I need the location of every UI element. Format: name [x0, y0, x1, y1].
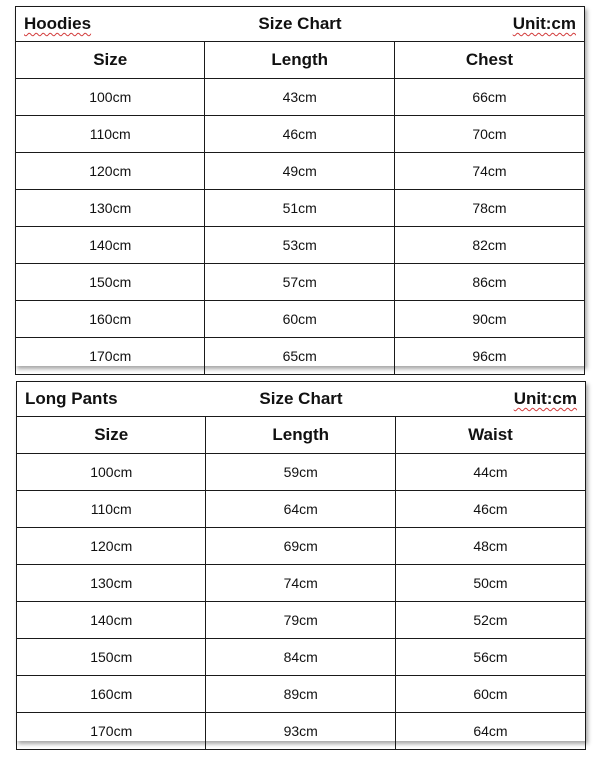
- size-cell: 160cm: [17, 676, 206, 713]
- hoodies-category-label: Hoodies: [24, 14, 92, 33]
- hoodies-table: [15, 6, 585, 375]
- table-row: [17, 602, 586, 639]
- waist-cell: 46cm: [395, 491, 585, 528]
- table-row: [17, 565, 586, 602]
- table-row: [17, 491, 586, 528]
- length-cell: 57cm: [205, 264, 394, 301]
- length-cell: 49cm: [205, 153, 394, 190]
- size-cell: 120cm: [17, 528, 206, 565]
- table-row: [17, 713, 586, 750]
- long-pants-table: [16, 381, 586, 750]
- length-cell: 43cm: [205, 79, 394, 116]
- chest-cell: 86cm: [394, 264, 584, 301]
- waist-cell: 48cm: [395, 528, 585, 565]
- size-cell: 170cm: [16, 338, 205, 375]
- table-row: [16, 116, 585, 153]
- chest-cell: 78cm: [394, 190, 584, 227]
- column-header-waist: Waist: [395, 417, 585, 454]
- column-header-length: Length: [205, 42, 394, 79]
- length-cell: 65cm: [205, 338, 394, 375]
- waist-cell: 50cm: [395, 565, 585, 602]
- size-cell: 170cm: [17, 713, 206, 750]
- waist-cell: 64cm: [395, 713, 585, 750]
- table-row: [17, 454, 586, 491]
- hoodies-title-row: [16, 7, 585, 42]
- table-row: [16, 79, 585, 116]
- length-cell: 74cm: [206, 565, 395, 602]
- column-header-length: Length: [206, 417, 395, 454]
- length-cell: 59cm: [206, 454, 395, 491]
- pants-category-label: Long Pants: [25, 389, 118, 408]
- column-header-size: Size: [16, 42, 205, 79]
- size-cell: 140cm: [17, 602, 206, 639]
- size-cell: 100cm: [17, 454, 206, 491]
- pants-header-row: [17, 417, 586, 454]
- length-cell: 51cm: [205, 190, 394, 227]
- waist-cell: 56cm: [395, 639, 585, 676]
- table-row: [17, 528, 586, 565]
- length-cell: 69cm: [206, 528, 395, 565]
- length-cell: 60cm: [205, 301, 394, 338]
- size-cell: 110cm: [16, 116, 205, 153]
- table-row: [17, 639, 586, 676]
- length-cell: 93cm: [206, 713, 395, 750]
- long-pants-size-chart: [16, 381, 586, 741]
- size-cell: 110cm: [17, 491, 206, 528]
- size-cell: 120cm: [16, 153, 205, 190]
- hoodies-size-chart-heading: Size Chart: [258, 14, 342, 33]
- hoodies-unit-label: Unit:cm: [512, 14, 576, 33]
- length-cell: 53cm: [205, 227, 394, 264]
- hoodies-title-cell: [16, 7, 585, 42]
- table-row: [16, 338, 585, 375]
- size-cell: 140cm: [16, 227, 205, 264]
- size-cell: 150cm: [16, 264, 205, 301]
- waist-cell: 44cm: [395, 454, 585, 491]
- hoodies-size-chart: [15, 6, 585, 366]
- size-cell: 130cm: [17, 565, 206, 602]
- table-row: [17, 676, 586, 713]
- size-cell: 130cm: [16, 190, 205, 227]
- size-cell: 100cm: [16, 79, 205, 116]
- length-cell: 79cm: [206, 602, 395, 639]
- chest-cell: 90cm: [394, 301, 584, 338]
- chest-cell: 96cm: [394, 338, 584, 375]
- table-row: [16, 301, 585, 338]
- size-cell: 150cm: [17, 639, 206, 676]
- chest-cell: 70cm: [394, 116, 584, 153]
- pants-unit-label: Unit:cm: [513, 389, 577, 408]
- column-header-size: Size: [17, 417, 206, 454]
- table-row: [16, 190, 585, 227]
- length-cell: 89cm: [206, 676, 395, 713]
- pants-title-row: [17, 382, 586, 417]
- waist-cell: 52cm: [395, 602, 585, 639]
- table-row: [16, 264, 585, 301]
- table-row: [16, 153, 585, 190]
- column-header-chest: Chest: [394, 42, 584, 79]
- chest-cell: 74cm: [394, 153, 584, 190]
- size-cell: 160cm: [16, 301, 205, 338]
- hoodies-header-row: [16, 42, 585, 79]
- waist-cell: 60cm: [395, 676, 585, 713]
- length-cell: 64cm: [206, 491, 395, 528]
- chest-cell: 66cm: [394, 79, 584, 116]
- pants-size-chart-heading: Size Chart: [259, 389, 343, 408]
- length-cell: 46cm: [205, 116, 394, 153]
- table-row: [16, 227, 585, 264]
- length-cell: 84cm: [206, 639, 395, 676]
- pants-title-cell: [17, 382, 586, 417]
- chest-cell: 82cm: [394, 227, 584, 264]
